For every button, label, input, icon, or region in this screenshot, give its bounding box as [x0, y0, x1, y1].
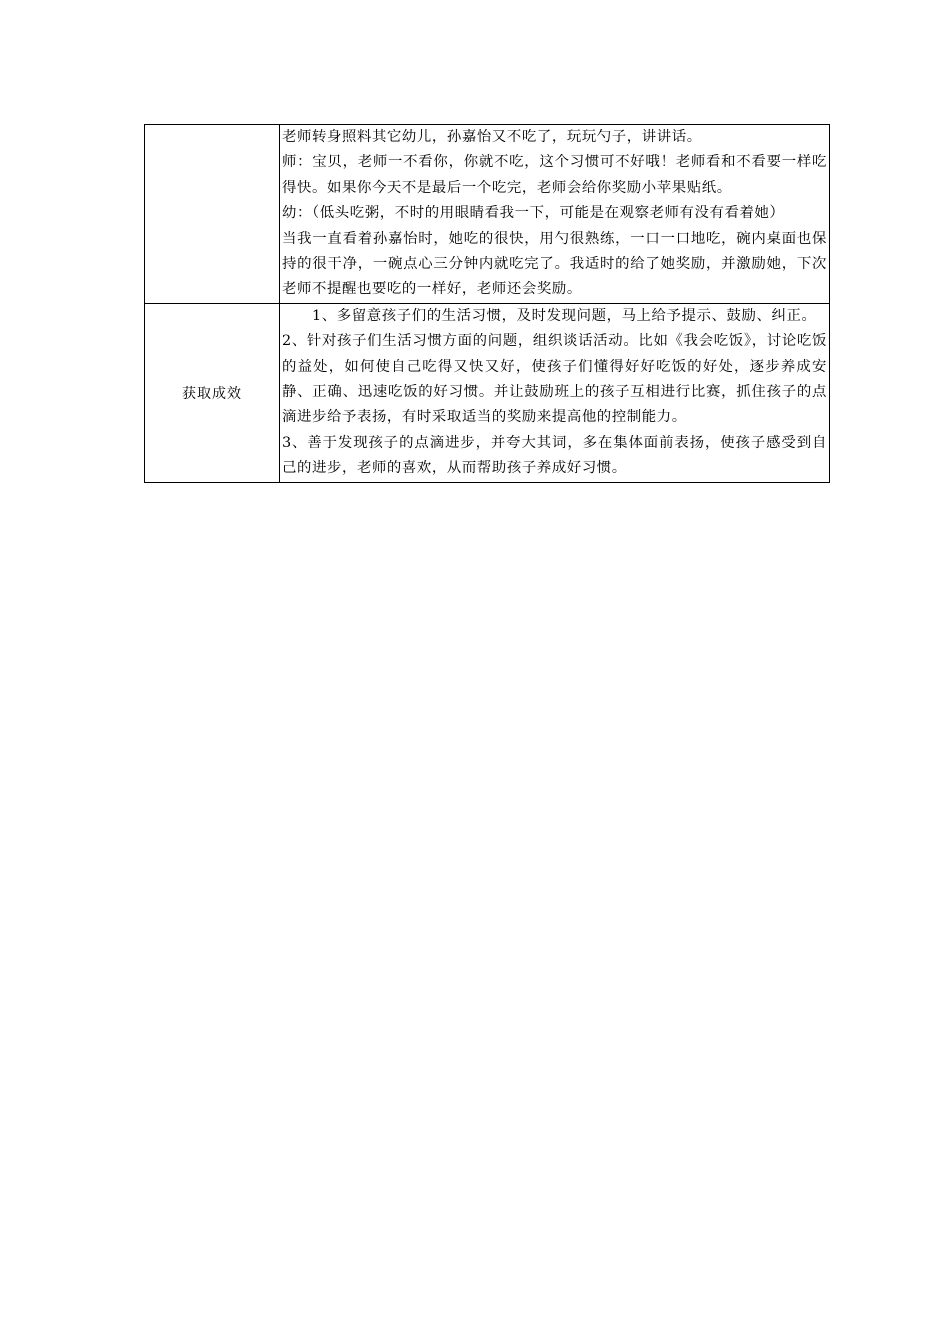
- results-content-cell: [280, 303, 830, 482]
- table-row-results: [145, 303, 830, 482]
- result-item-3: 3、善于发现孩子的点滴进步，并夸大其词，多在集体面前表扬，使孩子感受到自己的进步，老师的喜欢，从而帮助孩子养成好习惯。: [282, 434, 827, 477]
- row-label-empty: [145, 125, 280, 304]
- child-response-paragraph: 幼：（低头吃粥，不时的用眼睛看我一下，可能是在观察老师有没有看着她）: [282, 205, 785, 222]
- observation-record-table: [144, 124, 830, 483]
- result-item-2: 2、针对孩子们生活习惯方面的问题，组织谈话活动。比如《我会吃饭》，讨论吃饭的益处，如何使自己吃得又快又好，使孩子们懂得好好吃饭的好处，逐步养成安静、正确、迅速吃饭的好习惯。并让鼓励班上的孩子互相进行比赛，抓住孩子的点滴进步给予表扬，有时采取适当的奖励来提高他的控制能力。: [282, 333, 827, 426]
- teacher-dialogue-paragraph: 师：宝贝，老师一不看你，你就不吃，这个习惯可不好哦！老师看和不看要一样吃得快。如果你今天不是最后一个吃完，老师会给你奖励小苹果贴纸。: [282, 154, 827, 196]
- row-label-results: 获取成效: [145, 303, 280, 482]
- process-content-cell: [280, 125, 830, 304]
- narrative-paragraph: 老师转身照料其它幼儿，孙嘉怡又不吃了，玩玩勺子，讲讲话。: [282, 129, 702, 145]
- result-item-1: 1、多留意孩子们的生活习惯，及时发现问题，马上给予提示、鼓励、纠正。: [312, 307, 817, 324]
- table-row-process: [145, 125, 830, 304]
- observation-result-paragraph: 当我一直看着孙嘉怡时，她吃的很快，用勺很熟练，一口一口地吃，碗内桌面也保持的很干净，一碗点心三分钟内就吃完了。我适时的给了她奖励，并激励她，下次老师不提醒也要吃的一样好，老师还会奖励。: [282, 230, 827, 298]
